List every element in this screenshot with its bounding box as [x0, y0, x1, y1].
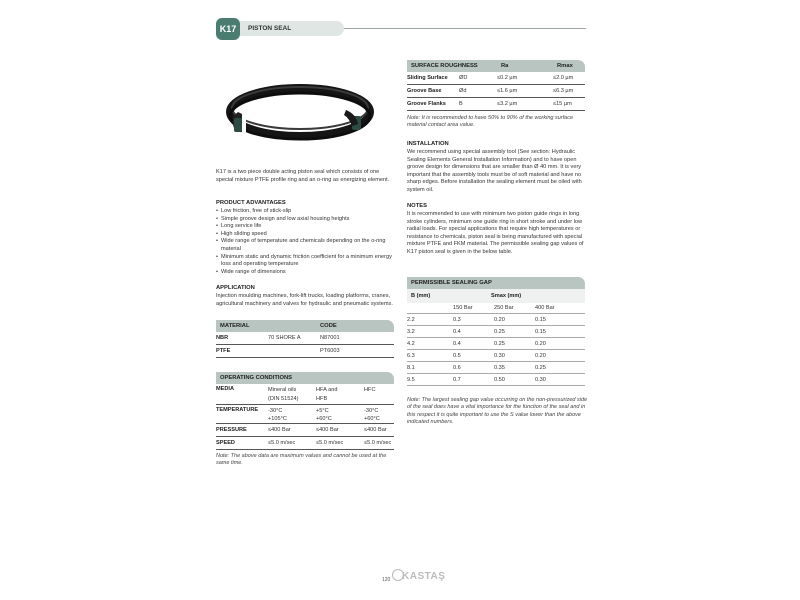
surface-roughness-table [407, 60, 585, 111]
cell-value: -30°C [364, 408, 379, 414]
row-label: Groove Flanks [407, 101, 446, 107]
table-row [216, 424, 394, 437]
gap-value: 0.7 [453, 376, 461, 383]
gap-subheader [407, 289, 585, 303]
table-row [216, 345, 394, 358]
notes-text: It is recommended to use with minimum two piston guide rings in long stroke cylinders, minimum one guide ring in short stroke and under low radial loads. For special applications that require high temperatures or resistance to chemicals, piston seal is being manufactured with special mixture PTFE and FKM material. The permissible sealing gap values of K17 piston seal is given in the below table. [407, 211, 584, 255]
b-value: 9.5 [407, 376, 415, 383]
material-header: MATERIAL [220, 323, 250, 329]
cell-value: +60°C [316, 416, 332, 422]
table-row [407, 314, 585, 326]
table-row [407, 85, 585, 98]
rmax-value: ≤15 µm [553, 101, 572, 107]
installation-heading: INSTALLATION [407, 141, 449, 147]
gap-value: 0.15 [535, 316, 546, 323]
notes-heading: NOTES [407, 203, 427, 209]
table-row [407, 98, 585, 111]
material-name: PTFE [216, 348, 231, 354]
ra-header: Ra [501, 63, 509, 69]
list-item: • Wide range of temperature and chemicals depending on the o-ring material [216, 238, 394, 253]
gap-value: 0.20 [535, 352, 546, 359]
b-value: 8.1 [407, 364, 415, 371]
b-header: B (mm) [411, 293, 431, 299]
gap-value: 0.30 [535, 376, 546, 383]
row-label: Groove Base [407, 88, 442, 94]
table-row [407, 362, 585, 374]
page-number: 120 [382, 577, 391, 583]
material-code: N87001 [320, 335, 340, 341]
table-row [407, 350, 585, 362]
row-label: SPEED [216, 440, 235, 446]
application-heading: APPLICATION [216, 285, 255, 291]
installation-text: We recommend using special assembly tool (See section: Hydraulic Sealing Elements General Installation Information) and to have open groove design for dimensions that are smaller than Ø 40 mm. It is very important that the assembly tools must be of soft material and have no sharp edges. Before installation the sealing element must be oiled with system oil. [407, 149, 582, 193]
gap-value: 0.25 [535, 364, 546, 371]
smax-header: Smax (mm) [491, 293, 522, 299]
cell-value: ≤5.0 m/sec [268, 440, 296, 446]
operating-conditions-heading: OPERATING CONDITIONS [216, 372, 394, 384]
cell-value: HFA and [316, 387, 338, 393]
row-label: Sliding Surface [407, 75, 448, 81]
piston-seal-image [226, 82, 374, 144]
ra-value: ≤0.2 µm [497, 75, 518, 81]
material-spec: 70 SHORE A [268, 335, 301, 341]
symbol: B [459, 101, 463, 107]
code-header: CODE [320, 323, 337, 329]
cell-value: Mineral oils [268, 387, 297, 393]
cell-value: (DIN 51524) [268, 396, 299, 402]
product-code-badge: K17 [216, 18, 240, 40]
rmax-value: ≤2.0 µm [553, 75, 574, 81]
gap-value: 0.20 [535, 340, 546, 347]
gap-value: 0.50 [494, 376, 505, 383]
b-value: 6.3 [407, 352, 415, 359]
sealing-gap-heading: PERMISSIBLE SEALING GAP [407, 277, 585, 289]
sealing-gap-note: Note: The largest sealing gap value occurring on the non-pressurized side of the seal does have a vital importance for the function of the seal and in this respect it is quite important to use the S value lower than the above indicated numbers. [407, 397, 588, 426]
gap-value: 0.5 [453, 352, 461, 359]
list-item: • Minimum static and dynamic friction coefficient for a minimum energy loss and operating temperature [216, 254, 394, 269]
cell-value: HFB [316, 396, 328, 402]
table-row [407, 326, 585, 338]
list-item: • Low friction, free of stick-slip [216, 208, 394, 216]
pressure-label: 400 Bar [535, 305, 555, 311]
row-label: MEDIA [216, 386, 235, 392]
pressure-label: 150 Bar [453, 305, 473, 311]
ra-value: ≤1.6 µm [497, 88, 518, 94]
gap-value: 0.20 [494, 316, 505, 323]
application-text: Injection moulding machines, fork-lift trucks, loading platforms, cranes, agricultural machinery and valves for hydraulic and pneumatic systems. [216, 293, 393, 307]
gap-value: 0.35 [494, 364, 505, 371]
list-item: • Wide range of dimensions [216, 269, 394, 277]
symbol: Ød [459, 88, 467, 94]
material-name: NBR [216, 335, 229, 341]
table-row [216, 332, 394, 345]
row-label: PRESSURE [216, 427, 247, 433]
sealing-gap-table [407, 277, 585, 386]
gap-value: 0.30 [494, 352, 505, 359]
table-row [216, 437, 394, 450]
cell-value: HFC [364, 387, 376, 393]
b-value: 4.2 [407, 340, 415, 347]
table-row [216, 384, 394, 405]
roughness-header: SURFACE ROUGHNESS [411, 63, 478, 69]
roughness-note: Note: It is recommended to have 50% to 90% of the working surface material contact area value. [407, 115, 574, 129]
table-row [216, 405, 394, 424]
table-row [407, 338, 585, 350]
cell-value: +5°C [316, 408, 329, 414]
advantages-list [216, 208, 394, 276]
b-value: 2.2 [407, 316, 415, 323]
gap-value: 0.25 [494, 328, 505, 335]
table-row [407, 374, 585, 386]
cell-value: +60°C [364, 416, 380, 422]
cell-value: ≤400 Bar [316, 427, 339, 433]
cell-value: -30°C [268, 408, 283, 414]
gap-value: 0.3 [453, 316, 461, 323]
gap-value: 0.4 [453, 340, 461, 347]
b-value: 3.2 [407, 328, 415, 335]
brand-logo-text: KASTAŞ [402, 571, 446, 582]
cell-value: ≤400 Bar [364, 427, 387, 433]
gap-value: 0.6 [453, 364, 461, 371]
gap-value: 0.25 [494, 340, 505, 347]
symbol: ØD [459, 75, 468, 81]
operating-conditions-table [216, 372, 394, 450]
material-code: PT6003 [320, 348, 340, 354]
operating-note: Note: The above data are maximum values and cannot be used at the same time. [216, 453, 387, 467]
page-title: PISTON SEAL [240, 21, 344, 36]
intro-text: K17 is a two piece double acting piston seal which consists of one special mixture PTFE profile ring and an o-ring as energizing element. [216, 169, 390, 183]
pressure-label: 250 Bar [494, 305, 514, 311]
pressure-header-row [407, 303, 585, 314]
list-item: • High sliding speed [216, 231, 394, 239]
gap-value: 0.4 [453, 328, 461, 335]
cell-value: ≤5.0 m/sec [364, 440, 392, 446]
rmax-value: ≤6.3 µm [553, 88, 574, 94]
list-item: • Long service life [216, 223, 394, 231]
ra-value: ≤3.2 µm [497, 101, 518, 107]
advantages-heading: PRODUCT ADVANTAGES [216, 200, 286, 206]
list-item: • Simple groove design and low axial housing heights [216, 216, 394, 224]
material-table [216, 320, 394, 358]
cell-value: ≤5.0 m/sec [316, 440, 344, 446]
cell-value: +105°C [268, 416, 287, 422]
header-divider [344, 28, 586, 29]
gap-value: 0.15 [535, 328, 546, 335]
rmax-header: Rmax [557, 63, 573, 69]
table-row [407, 72, 585, 85]
cell-value: ≤400 Bar [268, 427, 291, 433]
row-label: TEMPERATURE [216, 407, 259, 413]
